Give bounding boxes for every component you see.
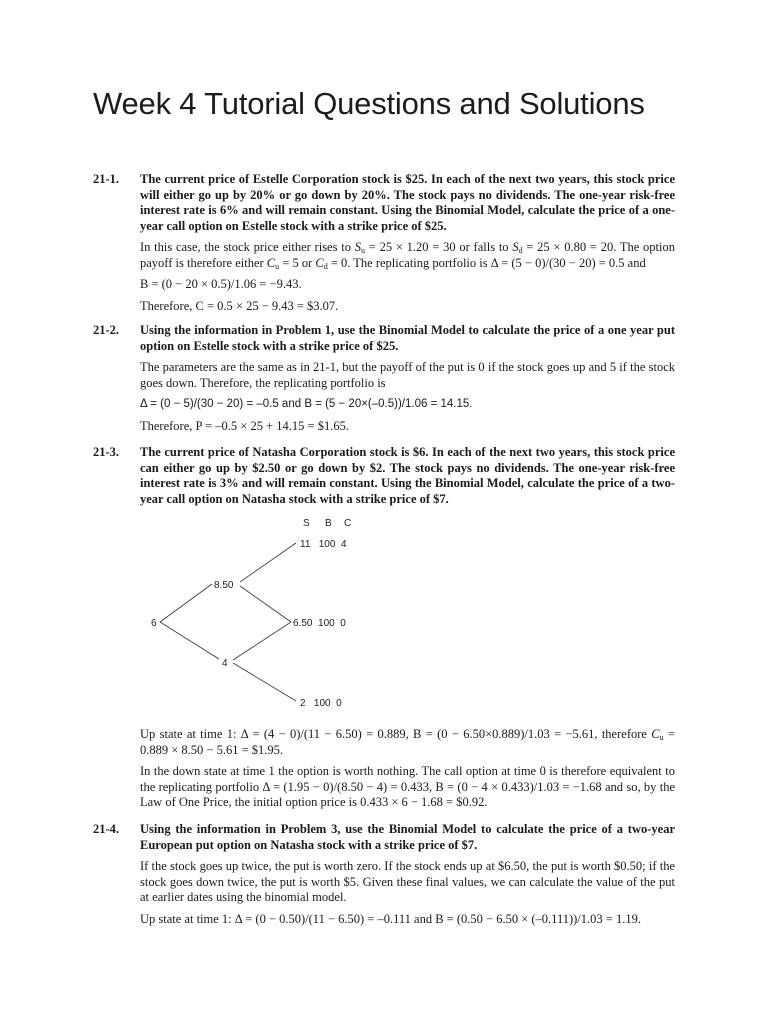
solution-line: Up state at time 1: Δ = (0 − 0.50)/(11 − 6.50) = –0.111 and B = (0.50 − 6.50 × (–0.111))/1.03 = 1.19. <box>140 911 641 926</box>
solution-line: Δ = (0 − 5)/(30 − 20) = –0.5 and B = (5 − 20×(–0.5))/1.06 = 14.15. <box>140 398 473 410</box>
tree-header-b: B <box>325 518 332 529</box>
tree-node-dd: 2 100 0 <box>300 698 342 709</box>
tree-header-c: C <box>344 518 352 529</box>
tree-branch <box>160 622 219 659</box>
question-21-3 <box>93 445 675 513</box>
solution-paragraph: In the down state at time 1 the option is worth nothing. The call option at time 0 is therefore equivalent to the replicating portfolio Δ = (1.95 − 0)/(8.50 − 4) = 0.433, B = (0 − 4 × 0.433)/1.03 = −1.68 and so, by the Law of One Price, the initial option price is 0.433 × 6 − 1.68 = $0.92. <box>140 764 675 809</box>
tree-node-u: 8.50 <box>214 580 234 591</box>
question-number: 21-2. <box>93 323 120 337</box>
binomial-tree-diagram <box>140 512 380 712</box>
tree-branch <box>160 584 212 622</box>
question-21-1 <box>93 172 675 320</box>
tree-branch <box>233 663 296 701</box>
solution-line: B = (0 − 20 × 0.5)/1.06 = −9.43. <box>140 277 302 291</box>
page-title: Week 4 Tutorial Questions and Solutions <box>93 86 645 121</box>
solution-paragraph: If the stock goes up twice, the put is worth zero. If the stock ends up at $6.50, the put is worth $0.50; if the stock goes down twice, the put is worth $5. Given these final values, we can calculate the value of the put at earlier dates using the binomial model. <box>140 859 675 904</box>
question-21-3-solution <box>93 727 675 817</box>
tree-node-root: 6 <box>151 618 157 629</box>
solution-paragraph: The parameters are the same as in 21-1, but the payoff of the put is 0 if the stock goes up and 5 if the stock goes down. Therefore, the replicating portfolio is <box>140 360 675 390</box>
tree-node-ud: 6.50 100 0 <box>293 618 346 629</box>
question-text: Using the information in Problem 1, use the Binomial Model to calculate the price of a one year put option on Estelle stock with a strike price of $25. <box>140 323 675 353</box>
tree-branch <box>240 586 291 622</box>
question-text: Using the information in Problem 3, use the Binomial Model to calculate the price of a two-year European put option on Natasha stock with a strike price of $7. <box>140 822 675 852</box>
tree-branch <box>233 622 291 660</box>
solution-paragraph: Up state at time 1: Δ = (4 − 0)/(11 − 6.50) = 0.889, B = (0 − 6.50×0.889)/1.03 = −5.61, therefore $C_u = 0.889 \times 8.50 - 5.61$ = $1.95. <box>140 727 675 757</box>
question-text: The current price of Natasha Corporation stock is $6. In each of the next two years, this stock price can either go up by $2.50 or go down by $2. The stock pays no dividends. The one-year risk-free interest rate is 3% and will remain constant. Using the Binomial Model, calculate the price of a two-year call option on Natasha stock with a strike price of $7. <box>140 445 675 506</box>
tree-node-d: 4 <box>222 658 228 669</box>
question-21-4 <box>93 822 675 933</box>
tree-branch <box>240 543 296 582</box>
solution-line: Therefore, C = 0.5 × 25 − 9.43 = $3.07. <box>140 298 339 313</box>
question-number: 21-3. <box>93 445 120 459</box>
solution-paragraph: In this case, the stock price either rises to $S_u = 25 \times 1.20 = 30$ or falls to $S_d = 25 \times 0.80 = 20$. The option payoff is therefore either $C_u = 5$ or $C_d = 0$. The replicating portfolio is Δ = (5 − 0)/(30 − 20) = 0.5 and <box>140 240 676 271</box>
solution-line: Therefore, P = –0.5 × 25 + 14.15 = $1.65. <box>140 418 349 433</box>
tree-node-uu: 11 100 4 <box>300 539 347 550</box>
question-number: 21-4. <box>93 822 120 836</box>
question-number: 21-1. <box>93 172 120 186</box>
tree-header-s: S <box>303 518 310 529</box>
question-text: The current price of Estelle Corporation stock is $25. In each of the next two years, this stock price will either go up by 20% or go down by 20%. The stock pays no dividends. The one-year risk-free interest rate is 6% and will remain constant. Using the Binomial Model, calculate the price of a one-year call option on Estelle stock with a strike price of $25. <box>140 172 675 233</box>
question-21-2 <box>93 323 675 440</box>
